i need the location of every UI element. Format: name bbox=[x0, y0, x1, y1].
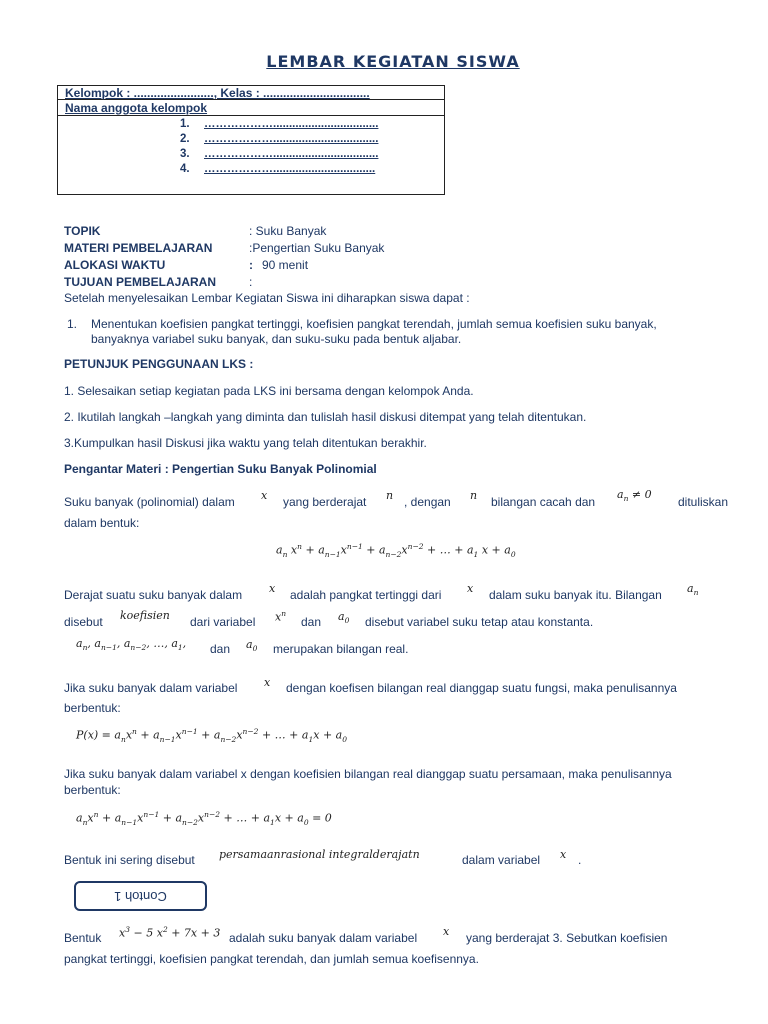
p6-text-a: Bentuk bbox=[64, 931, 102, 945]
petunjuk-heading: PETUNJUK PENGGUNAAN LKS : bbox=[64, 357, 254, 371]
math-symbol: x bbox=[481, 543, 489, 557]
math-symbol: + bbox=[491, 543, 501, 557]
math-symbol: a bbox=[114, 811, 122, 825]
p1-text-a: Suku banyak (polinomial) dalam bbox=[64, 495, 235, 509]
math-symbol: a bbox=[114, 728, 121, 742]
var-x: x bbox=[560, 848, 567, 861]
example-polynomial bbox=[119, 925, 220, 940]
math-symbol: , bbox=[116, 637, 124, 650]
math-superscript: 3 bbox=[125, 925, 130, 934]
an-not-zero bbox=[617, 488, 652, 503]
topik-label: TOPIK bbox=[64, 224, 101, 238]
rational-equation-phrase bbox=[219, 848, 420, 861]
p2-text-d: disebut bbox=[64, 615, 103, 629]
var-n: n bbox=[470, 489, 478, 502]
p1-text-d: bilangan cacah dan bbox=[491, 495, 596, 509]
math-superscript: n bbox=[281, 609, 287, 618]
var-x: x bbox=[261, 489, 268, 502]
math-symbol: x bbox=[274, 811, 282, 825]
p1-text-b: yang berderajat bbox=[283, 495, 367, 509]
p2-text-e: dari variabel bbox=[190, 615, 256, 629]
math-subscript: n−1 bbox=[159, 734, 176, 744]
math-subscript: n bbox=[693, 588, 699, 598]
member-number: 2. bbox=[180, 133, 190, 145]
petunjuk-item-2: 2. Ikutilah langkah –langkah yang diminta dan tulislah hasil diskusi ditempat yang telah ditentukan. bbox=[64, 410, 587, 424]
group-class-line[interactable]: Kelompok : ........................, Kelas : ................................ bbox=[58, 86, 444, 100]
math-subscript: n−2 bbox=[130, 643, 147, 653]
p1-text-c: , dengan bbox=[404, 495, 451, 509]
math-symbol: x bbox=[175, 728, 182, 742]
math-subscript: n−2 bbox=[220, 734, 237, 744]
math-symbol: a bbox=[153, 728, 160, 742]
math-symbol: x bbox=[137, 811, 144, 825]
p3-line-2: berbentuk: bbox=[64, 701, 121, 715]
p2-text-g: disebut variabel suku tetap atau konstanta. bbox=[365, 615, 594, 629]
math-superscript: 2 bbox=[162, 925, 168, 934]
math-phrase: persamaanrasional integralderajat bbox=[219, 848, 413, 861]
alokasi-label: ALOKASI WAKTU bbox=[64, 258, 166, 272]
p3-text-a: Jika suku banyak dalam variabel bbox=[64, 681, 238, 695]
alokasi-colon: : bbox=[249, 258, 253, 272]
math-subscript: 0 bbox=[252, 644, 258, 654]
math-superscript: n−1 bbox=[143, 810, 160, 819]
member-line-4[interactable] bbox=[180, 163, 375, 175]
math-symbol: … bbox=[274, 728, 286, 742]
pengantar-heading: Pengantar Materi : Pengertian Suku Banyak Polinomial bbox=[64, 462, 377, 476]
group-identity-box bbox=[57, 85, 445, 195]
math-subscript: n−1 bbox=[324, 549, 341, 559]
math-symbol: a bbox=[76, 811, 83, 825]
math-superscript: n−1 bbox=[346, 542, 363, 551]
math-symbol: − 5 bbox=[133, 926, 154, 940]
math-symbol: x bbox=[313, 728, 320, 742]
x-power-n bbox=[275, 609, 286, 624]
math-symbol: ≠ 0 bbox=[631, 488, 652, 501]
math-superscript: n−1 bbox=[181, 727, 198, 736]
materi-value: :Pengertian Suku Banyak bbox=[249, 241, 385, 255]
member-line-2[interactable] bbox=[180, 133, 378, 145]
math-symbol: + bbox=[366, 543, 376, 557]
math-symbol: a bbox=[338, 610, 345, 623]
p1-text-e: dituliskan bbox=[678, 495, 729, 509]
math-symbol: x bbox=[197, 811, 205, 825]
math-subscript: n bbox=[82, 817, 88, 827]
p6-line-2: pangkat tertinggi, koefisien pangkat terendah, dan jumlah semua koefisennya. bbox=[64, 952, 479, 966]
p5-text-b: dalam variabel bbox=[462, 853, 541, 867]
p2-text-b: adalah pangkat tertinggi dari bbox=[290, 588, 442, 602]
coef-an bbox=[687, 582, 698, 597]
math-symbol: + bbox=[261, 728, 272, 742]
math-subscript: 1 bbox=[473, 549, 479, 559]
p5-text-a: Bentuk ini sering disebut bbox=[64, 853, 195, 867]
math-subscript: n bbox=[623, 494, 629, 504]
page-title: LEMBAR KEGIATAN SISWA bbox=[266, 52, 520, 71]
p2-text-i: merupakan bilangan real. bbox=[273, 642, 409, 656]
math-symbol: = 0 bbox=[312, 811, 332, 825]
coefficient-list bbox=[76, 637, 186, 652]
member-blank: ………………................................. bbox=[204, 118, 379, 130]
math-symbol: + bbox=[427, 543, 437, 557]
math-symbol: + bbox=[101, 811, 112, 825]
math-symbol: x bbox=[290, 543, 298, 557]
math-symbol: + 7x + 3 bbox=[171, 926, 221, 940]
p2-text-f: dan bbox=[301, 615, 322, 629]
member-blank: ………………................................ bbox=[204, 163, 376, 175]
math-symbol: a bbox=[378, 543, 386, 557]
petunjuk-item-3: 3.Kumpulkan hasil Diskusi jika waktu yang telah ditentukan berakhir. bbox=[64, 436, 427, 450]
coef-a0 bbox=[338, 610, 349, 625]
member-names-label: Nama anggota kelompok bbox=[58, 101, 444, 116]
math-superscript: n bbox=[132, 727, 137, 736]
polynomial-equation-form bbox=[76, 810, 332, 827]
math-symbol: + bbox=[305, 543, 315, 557]
math-symbol: … bbox=[439, 543, 451, 557]
math-symbol: a bbox=[175, 811, 183, 825]
p5-text-c: . bbox=[578, 853, 582, 867]
member-blank: ………………................................. bbox=[204, 148, 379, 160]
math-symbol: a bbox=[297, 811, 304, 825]
math-symbol: a bbox=[213, 728, 221, 742]
math-symbol: … bbox=[236, 811, 248, 825]
math-subscript: 0 bbox=[510, 549, 516, 559]
math-symbol: , bbox=[164, 637, 172, 650]
materi-label: MATERI PEMBELAJARAN bbox=[64, 241, 213, 255]
math-symbol: a bbox=[276, 543, 283, 557]
member-number: 1. bbox=[180, 118, 190, 130]
math-symbol: a bbox=[94, 637, 101, 650]
polynomial-function-form bbox=[76, 727, 347, 744]
math-symbol: + bbox=[223, 811, 233, 825]
math-subscript: n−1 bbox=[121, 817, 138, 827]
math-symbol: + bbox=[284, 811, 294, 825]
math-symbol: a bbox=[301, 728, 309, 742]
petunjuk-item-1: 1. Selesaikan setiap kegiatan pada LKS ini bersama dengan kelompok Anda. bbox=[64, 384, 474, 398]
math-symbol: a bbox=[687, 582, 694, 595]
tujuan-value: : bbox=[249, 275, 253, 289]
math-symbol: + bbox=[140, 728, 150, 742]
math-symbol: , bbox=[182, 637, 187, 650]
math-superscript: n bbox=[93, 810, 99, 819]
math-symbol: a bbox=[263, 811, 271, 825]
member-blank: ………………................................. bbox=[204, 133, 379, 145]
math-symbol: + bbox=[250, 811, 260, 825]
p2-text-h: dan bbox=[210, 642, 231, 656]
math-subscript: 0 bbox=[342, 734, 347, 744]
math-subscript: 1 bbox=[177, 643, 183, 653]
member-line-3[interactable] bbox=[180, 148, 378, 160]
math-symbol: , bbox=[87, 637, 95, 650]
alokasi-value: 90 menit bbox=[262, 258, 309, 272]
topik-value: : Suku Banyak bbox=[249, 224, 327, 238]
math-symbol: a bbox=[171, 637, 178, 650]
math-symbol: a bbox=[466, 543, 474, 557]
coef-a0 bbox=[246, 638, 257, 653]
member-number: 3. bbox=[180, 148, 190, 160]
var-x: x bbox=[443, 925, 450, 938]
math-symbol: a bbox=[246, 638, 253, 651]
koefisien-term: koefisien bbox=[120, 609, 170, 622]
tujuan-label: TUJUAN PEMBELAJARAN bbox=[64, 275, 217, 289]
math-symbol: + bbox=[322, 728, 333, 742]
math-symbol: + bbox=[289, 728, 299, 742]
math-subscript: n−2 bbox=[385, 549, 402, 559]
math-symbol: n bbox=[412, 848, 420, 861]
math-superscript: n−2 bbox=[242, 727, 259, 736]
math-symbol: a bbox=[76, 637, 83, 650]
objective-line-1: Menentukan koefisien pangkat tertinggi, koefisien pangkat terendah, jumlah semua koefisien suku banyak, bbox=[91, 317, 657, 331]
var-n: n bbox=[386, 489, 394, 502]
math-symbol: a bbox=[318, 543, 325, 557]
math-symbol: P(x) = bbox=[76, 728, 111, 742]
p6-text-b: adalah suku banyak dalam variabel bbox=[229, 931, 418, 945]
intro-text: Setelah menyelesaikan Lembar Kegiatan Siswa ini diharapkan siswa dapat : bbox=[64, 291, 470, 305]
math-subscript: n−2 bbox=[182, 817, 198, 827]
example-label: Contoh 1 bbox=[114, 889, 167, 904]
math-subscript: n bbox=[120, 734, 126, 744]
math-symbol: x bbox=[340, 543, 347, 557]
math-symbol: + bbox=[454, 543, 464, 557]
math-subscript: n−1 bbox=[100, 643, 117, 653]
p3-text-b: dengan koefisen bilangan real dianggap suatu fungsi, maka penulisannya bbox=[286, 681, 677, 695]
math-symbol: + bbox=[201, 728, 211, 742]
math-superscript: n−2 bbox=[407, 542, 424, 551]
math-symbol: , bbox=[146, 637, 154, 650]
math-subscript: n bbox=[82, 643, 88, 653]
p2-text-c: dalam suku banyak itu. Bilangan bbox=[489, 588, 662, 602]
math-subscript: n bbox=[282, 549, 288, 559]
math-subscript: 0 bbox=[303, 817, 309, 827]
p4-line-1: Jika suku banyak dalam variabel x dengan koefisien bilangan real dianggap suatu persamaan, maka penulisannya bbox=[64, 767, 672, 781]
member-line-1[interactable] bbox=[180, 118, 378, 130]
math-symbol: a bbox=[335, 728, 343, 742]
math-symbol: x bbox=[156, 926, 163, 940]
member-number: 4. bbox=[180, 163, 190, 175]
p4-line-2: berbentuk: bbox=[64, 783, 121, 797]
math-symbol: x bbox=[119, 926, 126, 940]
example-label-box bbox=[74, 881, 207, 911]
math-symbol: a bbox=[504, 543, 511, 557]
math-symbol: x bbox=[275, 610, 282, 624]
math-subscript: 1 bbox=[308, 734, 314, 744]
math-symbol: x bbox=[125, 728, 133, 742]
math-subscript: 1 bbox=[270, 817, 275, 827]
math-symbol: a bbox=[123, 637, 131, 650]
math-symbol: x bbox=[401, 543, 408, 557]
objective-line-2: banyaknya variabel suku banyak, dan suku-suku pada bentuk aljabar. bbox=[91, 332, 462, 346]
p2-text-a: Derajat suatu suku banyak dalam bbox=[64, 588, 243, 602]
var-x: x bbox=[269, 582, 276, 595]
polynomial-general-form bbox=[276, 542, 516, 559]
math-symbol: … bbox=[153, 637, 165, 650]
p6-text-c: yang berderajat 3. Sebutkan koefisien bbox=[466, 931, 668, 945]
var-x: x bbox=[467, 582, 474, 595]
math-symbol: a bbox=[617, 488, 624, 501]
math-symbol: + bbox=[162, 811, 172, 825]
p1-line-2: dalam bentuk: bbox=[64, 516, 140, 530]
math-subscript: 0 bbox=[344, 616, 350, 626]
math-superscript: n bbox=[297, 542, 302, 551]
math-symbol: x bbox=[236, 728, 243, 742]
objective-number: 1. bbox=[67, 317, 78, 331]
math-superscript: n−2 bbox=[204, 810, 221, 819]
math-symbol: x bbox=[87, 811, 94, 825]
var-x: x bbox=[264, 676, 271, 689]
